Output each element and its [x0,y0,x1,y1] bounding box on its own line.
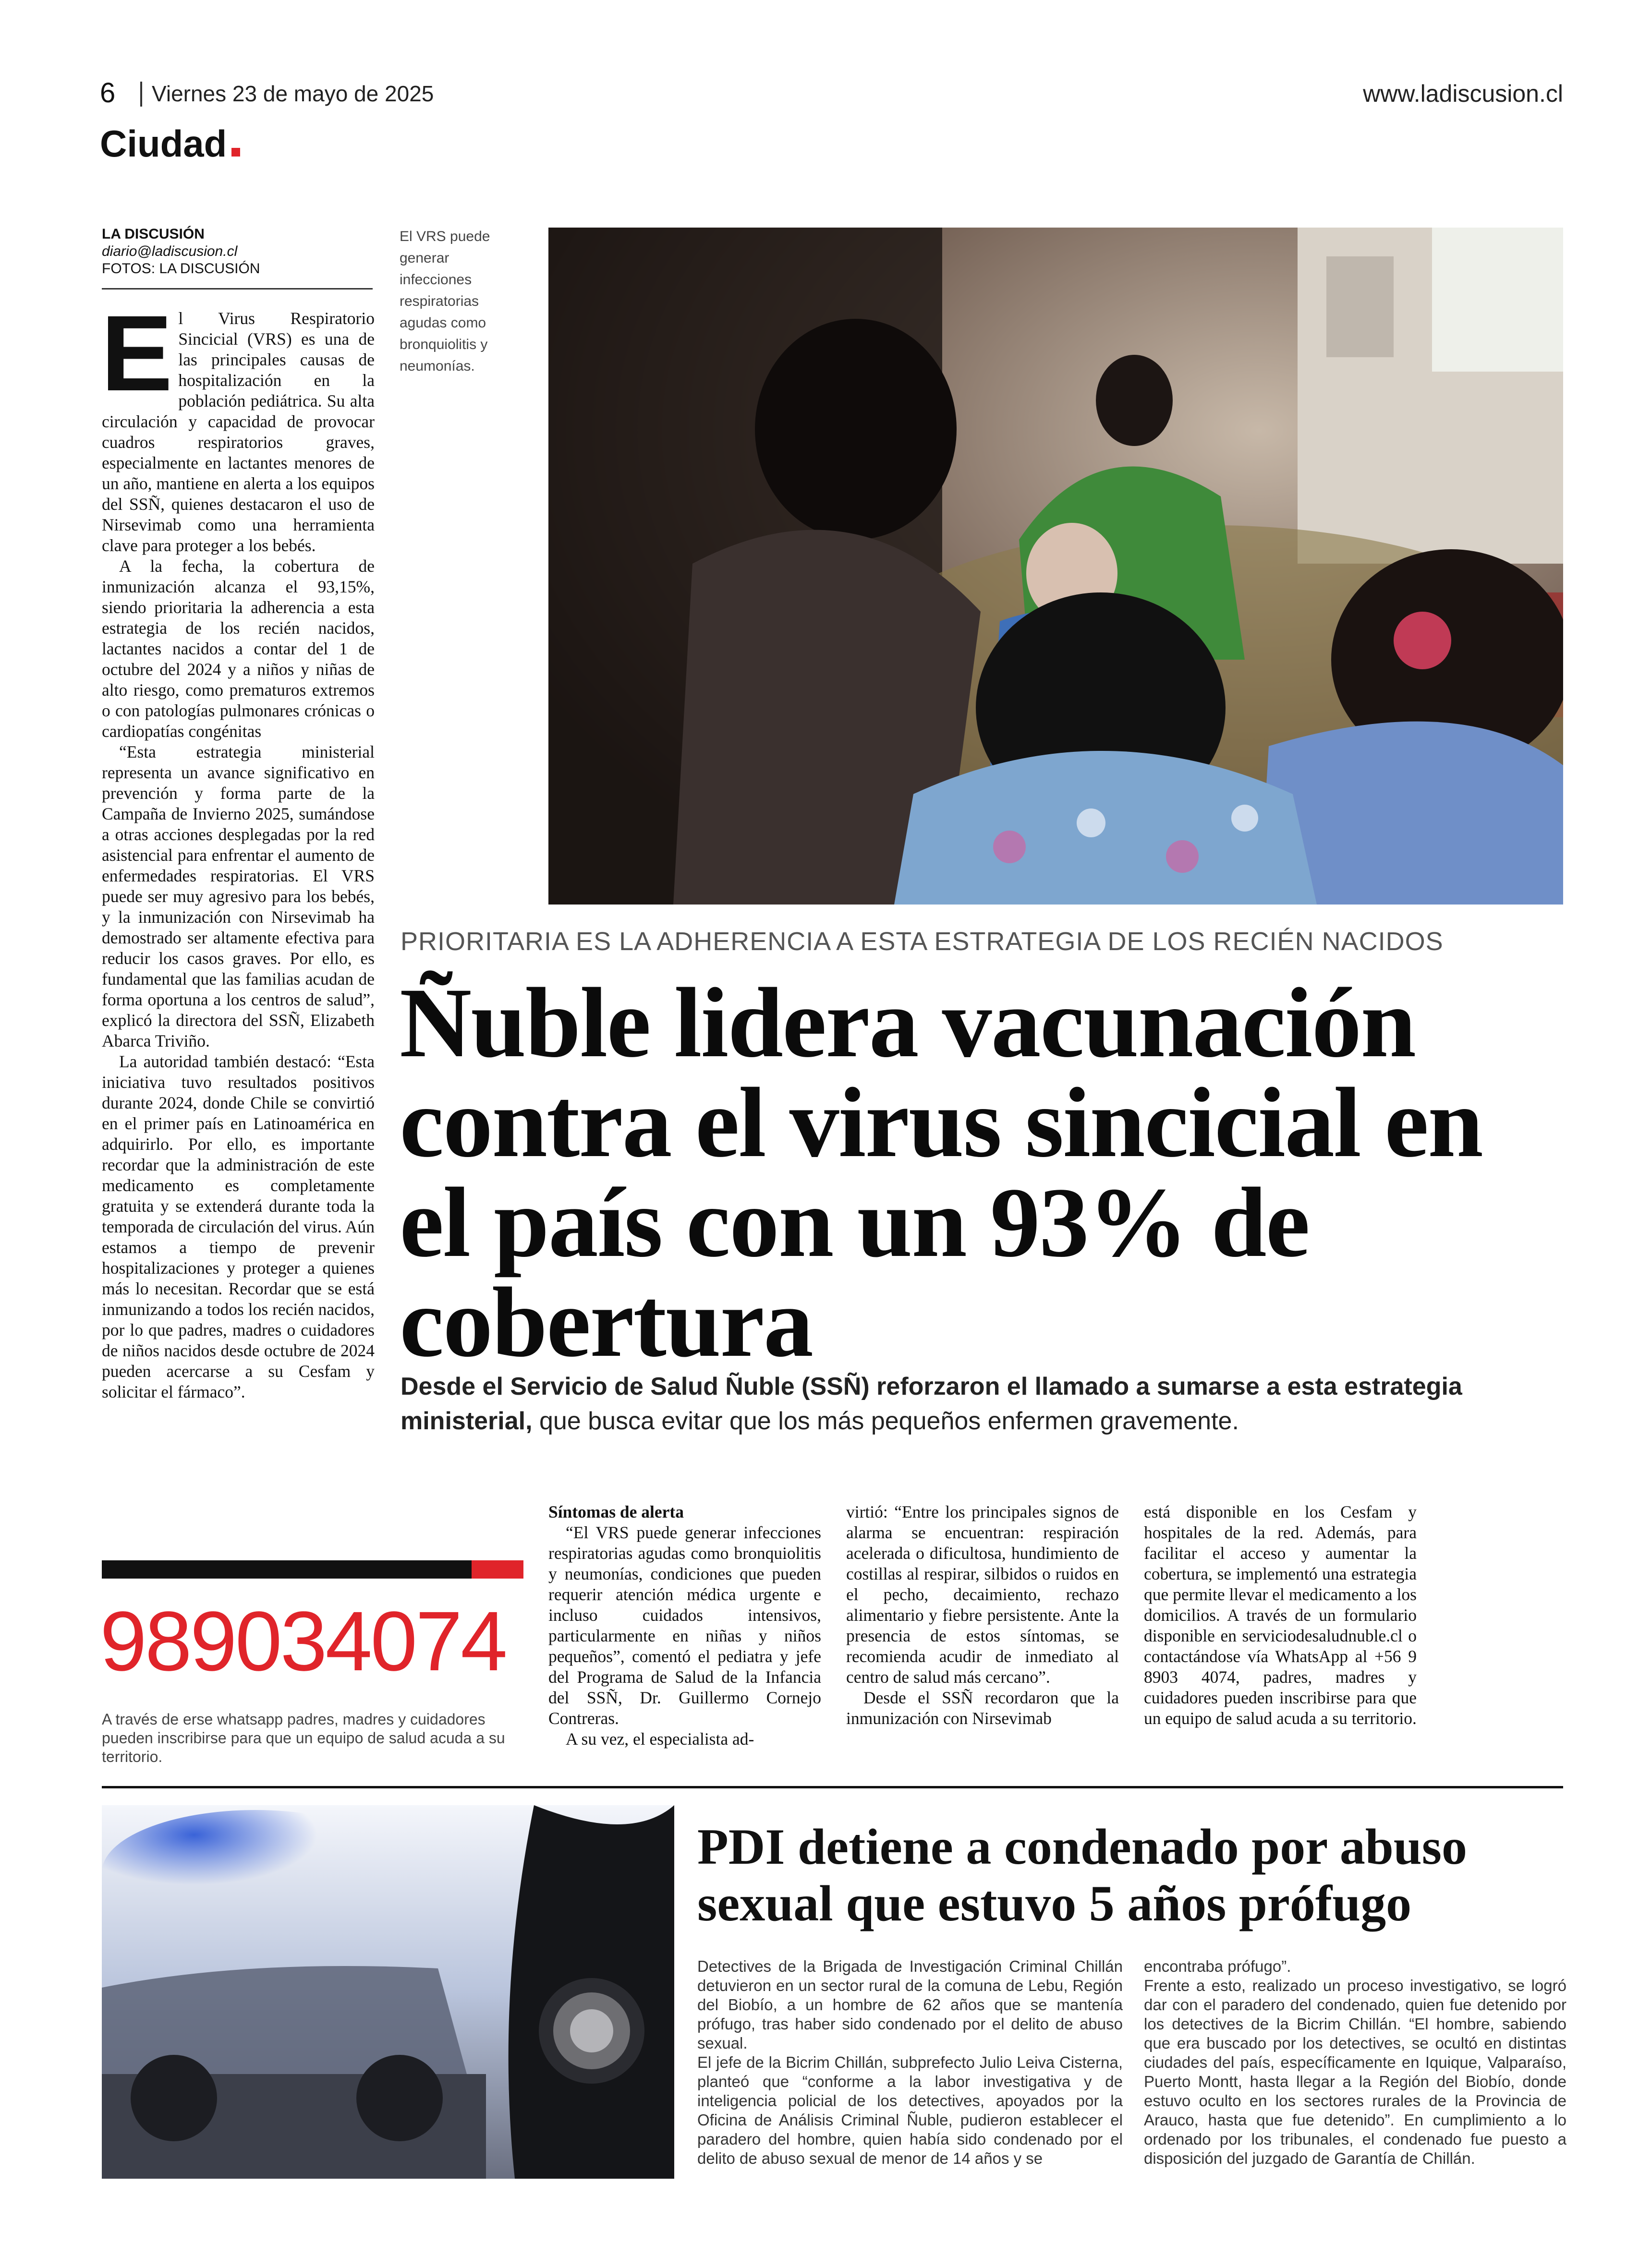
story2-paragraph: Frente a esto, realizado un proceso investigativo, se logró dar con el paradero del condenado, quien fue detenido por los detectives de la Bicrim Chillán. “El hombre, sabiendo que era buscado por los detectives, se ocultó en distintas ciudades del país, específicamente en Iquique, Valparaíso, Puerto Montt, hasta llegar a la Región del Biobío, donde estuvo oculto en los sectores rurales de la Provincia de Arauco, hasta que fue detenido”. En cumplimiento a lo ordenado por los tribunales, el condenado fue puesto a disposición del juzgado de Garantía de Chillán. [1144,1977,1566,2167]
section-label: Ciudad [100,122,227,165]
highlight-bar-accent [472,1560,523,1579]
byline [102,226,373,277]
whatsapp-caption: A través de erse whatsapp padres, madres y cuidadores pueden inscribirse para que un equipo de salud acuda a su territorio. [102,1711,505,1765]
issue-date: Viernes 23 de mayo de 2025 [152,81,434,106]
pdi-photo [102,1805,674,2179]
story2-paragraph: El jefe de la Bicrim Chillán, subprefecto Julio Leiva Cisterna, planteó que “conforme a la labor investigativa y de inteligencia policial de los detectives, apoyados por la Oficina de Análisis Criminal Ñuble, pudieron establecer el paradero del hombre, quien había sido condenado por el delito de abuso sexual de menor de 14 años y se [697,2053,1123,2167]
article-kicker: PRIORITARIA ES LA ADHERENCIA A ESTA ESTRATEGIA DE LOS RECIÉN NACIDOS [401,927,1444,956]
section-dot-icon [231,148,240,157]
header-divider [140,82,142,107]
article-subhead: Síntomas de alerta [548,1502,684,1521]
article-paragraph: La autoridad también destacó: “Esta iniciativa tuvo resultados positivos durante 2024, donde Chile se convirtió en el primer país en Latinoamérica en adquirirlo. Por ello, es importante recordar que la administración de este medicamento es completamente gratuita y se extenderá durante toda la temporada de circulación del virus. Aún estamos a tiempo de prevenir hospitalizaciones y proteger a quienes más lo necesitan. Recordar que se está inmunizando a todos los recién nacidos, por lo que padres, madres o cuidadores de niños nacidos desde octubre de 2024 pueden acercarse a su Cesfam y solicitar el fármaco”. [102,1052,375,1401]
story2-headline: PDI detiene a condenado por abuso sexual que estuvo 5 años prófugo [697,1819,1467,1931]
police-car-illustration [102,1805,674,2179]
section-title [100,122,240,166]
whatsapp-number: 989034074 [100,1594,506,1689]
byline-outlet: LA DISCUSIÓN [102,226,205,242]
article-headline: Ñuble lidera vacunación contra el virus sincicial en el país con un 93% de cobertura [400,967,1482,1377]
byline-photos: FOTOS: LA DISCUSIÓN [102,261,260,277]
story-divider [102,1786,1563,1788]
article-paragraph: A su vez, el especialista ad- [566,1729,754,1749]
article-column-3 [846,1502,1119,1729]
story2-paragraph: Detectives de la Brigada de Investigación Criminal Chillán detuvieron en un sector rural de la comuna de Lebu, Región del Biobío, a un hombre de 62 años que se mantenía prófugo, tras haber sido condenado por el delito de abuso sexual. [697,1957,1123,2052]
story2-column-2 [1144,1957,1566,2168]
article-paragraph: A la fecha, la cobertura de inmunización alcanza el 93,15%, siendo prioritaria la adherencia a esta estrategia de los recién nacidos, lactantes nacidos a contar del 1 de octubre del 2024 y a niños y niñas de alto riesgo, como prematuros extremos o con patologías pulmonares crónicas o cardiopatías congénitas [102,556,375,741]
article-paragraph: El Virus Respiratorio Sincicial (VRS) es una de las principales causas de hospitalización en la población pediátrica. Su alta circulación y capacidad de provocar cuadros respiratorios graves, especialmente en lactantes menores de un año, mantiene en alerta a los equipos del SSÑ, quienes destacaron el uso de Nirsevimab como una herramienta clave para proteger a los bebés. [101,293,375,555]
byline-email[interactable]: diario@ladiscusion.cl [102,243,238,259]
page-number: 6 [100,77,116,109]
article-paragraph: está disponible en los Cesfam y hospitales de la red. Además, para facilitar el acceso y aumentar la cobertura, se implementó una estrategia que permite llevar el medicamento a los domicilios. A través de un formulario disponible en serviciodesaludnuble.cl o contactándose vía WhatsApp al +56 9 8903 4074, padres, madres y cuidadores pueden inscribirse para que un equipo de salud acuda a su territorio. [1144,1502,1417,1728]
main-photo [548,228,1563,905]
photo-caption: El VRS puede generar infecciones respiratorias agudas como bronquiolitis y neumonías. [400,229,490,374]
article-column-1 [101,293,375,1402]
dropcap: E [101,293,173,413]
story2-column-1 [697,1957,1123,2168]
article-paragraph: Desde el SSÑ recordaron que la inmunización con Nirsevimab [846,1688,1119,1728]
article-paragraph: virtió: “Entre los principales signos de alarma se encuentran: respiración acelerada o dificultosa, hundimiento de costillas al respirar, silbidos o ruidos en el pecho, decaimiento, rechazo alimentario y fiebre persistente. Ante la presencia de estos síntomas, se recomienda acudir de inmediato al centro de salud más cercano”. [846,1502,1119,1687]
highlight-bar [102,1560,472,1579]
article-paragraph: “El VRS puede generar infecciones respiratorias agudas como bronquiolitis y neumonías, condiciones que pueden requerir atención médica urgente e incluso cuidados intensivos, particularmente en niñas y niños pequeños”, comentó el pediatra y jefe del Programa de Salud de la Infancia del SSÑ, Dr. Guillermo Cornejo Contreras. [548,1523,821,1728]
article-column-2 [548,1502,821,1749]
byline-rule [102,288,373,290]
lead-rest: que busca evitar que los más pequeños enfermen gravemente. [532,1407,1239,1435]
article-paragraph: “Esta estrategia ministerial representa un avance significativo en prevención y forma parte de la Campaña de Invierno 2025, sumándose a otras acciones desplegadas por la red asistencial para enfrentar el aumento de enfermedades respiratorias. El VRS puede ser muy agresivo para los bebés, y la inmunización con Nirsevimab ha demostrado ser altamente efectiva para reducir los casos graves. Por ello, es fundamental que las familias acudan de forma oportuna a los centros de salud”, explicó la directora del SSÑ, Elizabeth Abarca Triviño. [102,742,375,1050]
website-link[interactable]: www.ladiscusion.cl [1363,80,1563,107]
article-lead [401,1369,1563,1438]
lead-bold: Desde el Servicio de Salud Ñuble (SSÑ) reforzaron el llamado a sumarse a esta estrategia ministerial, [401,1373,1462,1435]
story2-paragraph: encontraba prófugo”. [1144,1957,1291,1975]
vaccination-scene-illustration [548,228,1563,905]
article-column-4 [1144,1502,1417,1729]
